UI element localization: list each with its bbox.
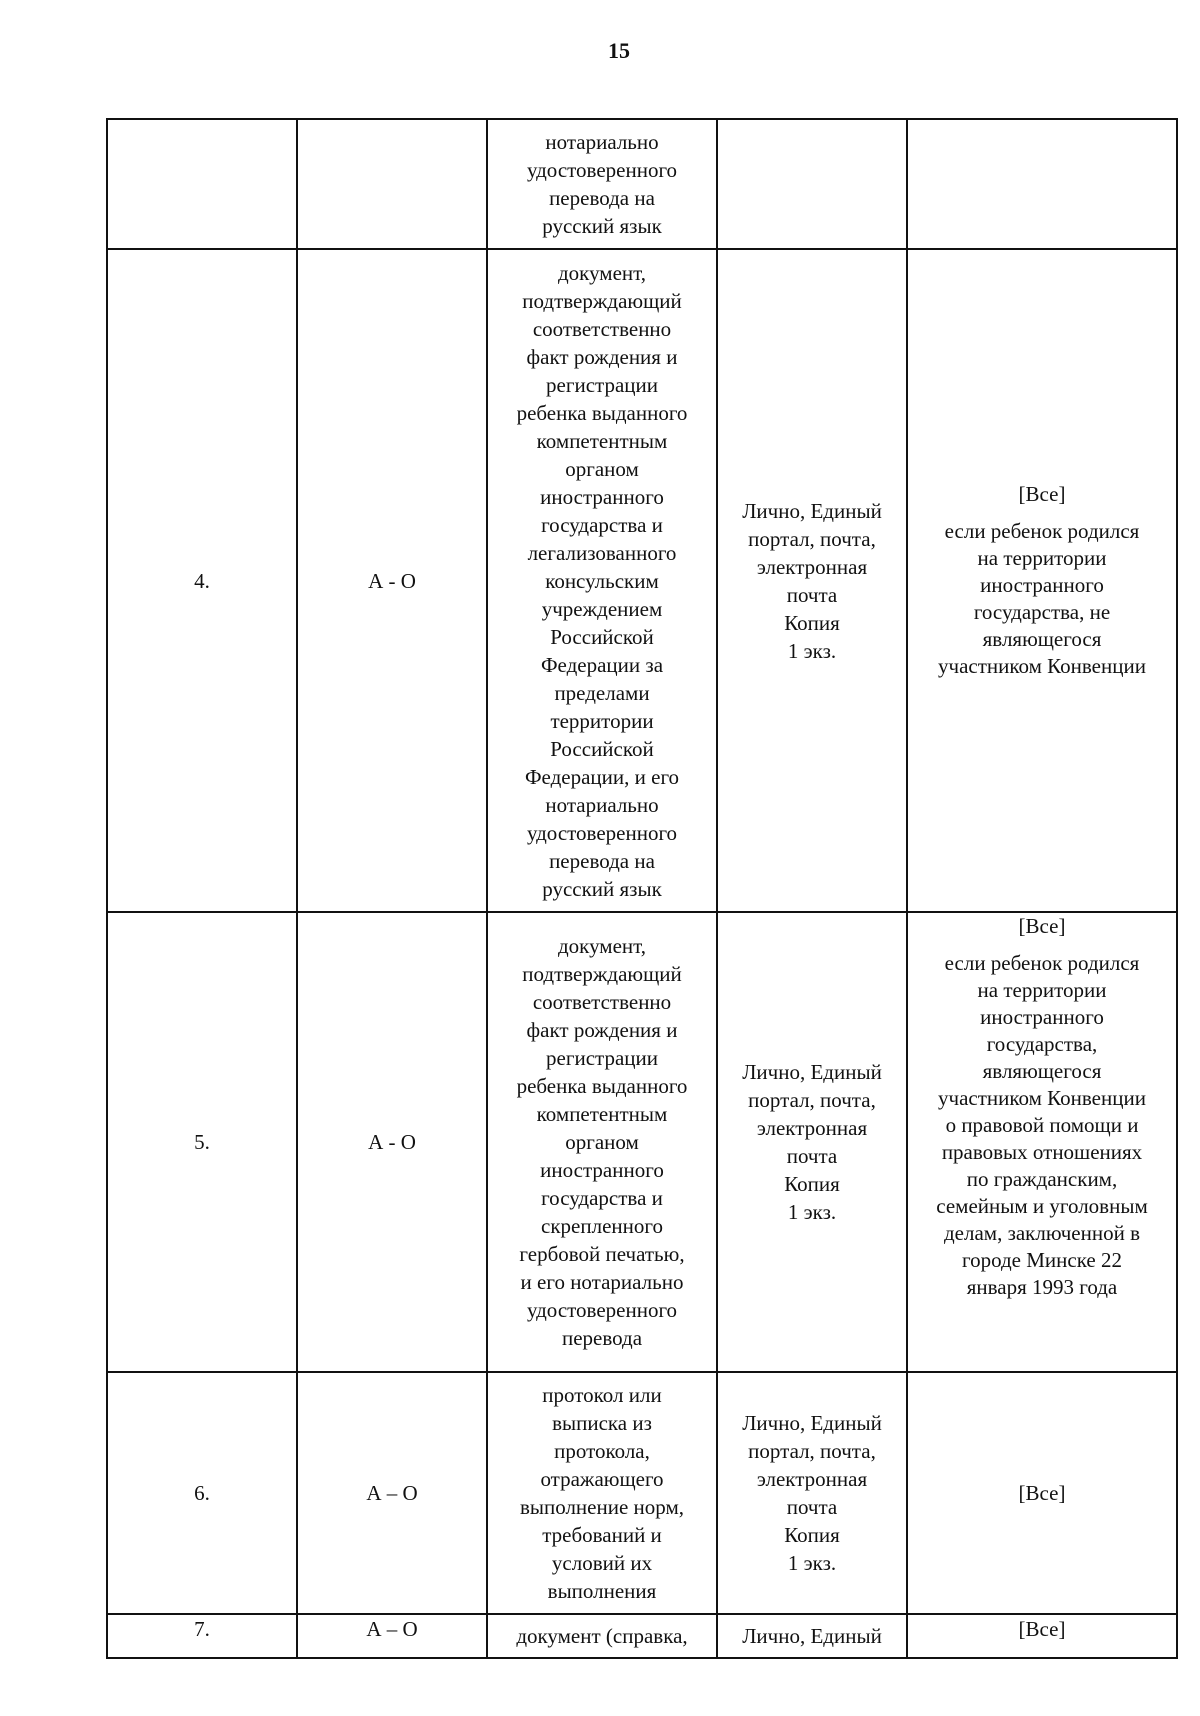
table-row bbox=[107, 119, 1177, 249]
condition-text: если ребенок родился на территории иностранного государства, являющегося участником Конвенции о правовой помощи и правовых отношениях по гражданским, семейным и уголовным делам, заключенной в городе Минске 22 января 1993 года bbox=[936, 951, 1148, 1299]
document-description-cell: документ (справка, bbox=[487, 1614, 717, 1658]
row-number-cell: 4. bbox=[107, 249, 297, 912]
condition-cell bbox=[907, 249, 1177, 912]
row-number-cell: 7. bbox=[107, 1614, 297, 1658]
condition-scope: [Все] bbox=[1018, 914, 1066, 938]
submission-method-cell bbox=[717, 119, 907, 249]
condition-cell bbox=[907, 1614, 1177, 1658]
document-description-cell bbox=[487, 249, 717, 912]
row-number-cell: 6. bbox=[107, 1372, 297, 1614]
submission-method: Лично, Единый портал, почта, электронная почта Копия 1 экз. bbox=[742, 498, 882, 663]
table-row bbox=[107, 1372, 1177, 1614]
page-number: 15 bbox=[608, 38, 630, 63]
row-code-cell: А - О bbox=[297, 912, 487, 1372]
row-number-cell: 5. bbox=[107, 912, 297, 1372]
row-code-cell: А – О bbox=[297, 1614, 487, 1658]
row-code-cell: А - О bbox=[297, 249, 487, 912]
submission-method-cell: Лично, Единый bbox=[717, 1614, 907, 1658]
document-description-cell bbox=[487, 1372, 717, 1614]
row-number-cell bbox=[107, 119, 297, 249]
condition-cell bbox=[907, 119, 1177, 249]
document-description: нотариально удостоверенного перевода на русский язык bbox=[526, 130, 678, 238]
submission-method: Лично, Единый портал, почта, электронная почта Копия 1 экз. bbox=[742, 1411, 882, 1575]
condition-scope: [Все] bbox=[1018, 1617, 1066, 1641]
submission-method-cell bbox=[717, 912, 907, 1372]
table-row bbox=[107, 249, 1177, 912]
table-row bbox=[107, 912, 1177, 1372]
submission-method-cell bbox=[717, 1372, 907, 1614]
document-description: документ, подтверждающий соответственно факт рождения и регистрации ребенка выданного компетентным органом иностранного государства и легализованного консульским учреждением Российской Федерации за пределами территории Российской Федерации, и его нотариально удостоверенного перевода на русский язык bbox=[516, 260, 688, 901]
condition-text: если ребенок родился на территории иностранного государства, не являющегося участником Конвенции bbox=[938, 519, 1146, 678]
table-row bbox=[107, 1614, 1177, 1658]
submission-method: Лично, Единый портал, почта, электронная почта Копия 1 экз. bbox=[742, 1060, 882, 1224]
condition-cell bbox=[907, 1372, 1177, 1614]
condition-scope: [Все] bbox=[1018, 1480, 1066, 1505]
document-description: документ, подтверждающий соответственно факт рождения и регистрации ребенка выданного компетентным органом иностранного государства и скрепленного гербовой печатью, и его нотариально удостоверенного перевода bbox=[516, 934, 688, 1350]
condition-scope: [Все] bbox=[1018, 482, 1066, 506]
row-code-cell bbox=[297, 119, 487, 249]
submission-method-cell bbox=[717, 249, 907, 912]
condition-cell bbox=[907, 912, 1177, 1372]
row-code-cell: А – О bbox=[297, 1372, 487, 1614]
document-description: протокол или выписка из протокола, отражающего выполнение норм, требований и условий их выполнения bbox=[519, 1383, 685, 1603]
documents-table bbox=[106, 118, 1178, 1659]
document-description-cell bbox=[487, 119, 717, 249]
document-description-cell bbox=[487, 912, 717, 1372]
